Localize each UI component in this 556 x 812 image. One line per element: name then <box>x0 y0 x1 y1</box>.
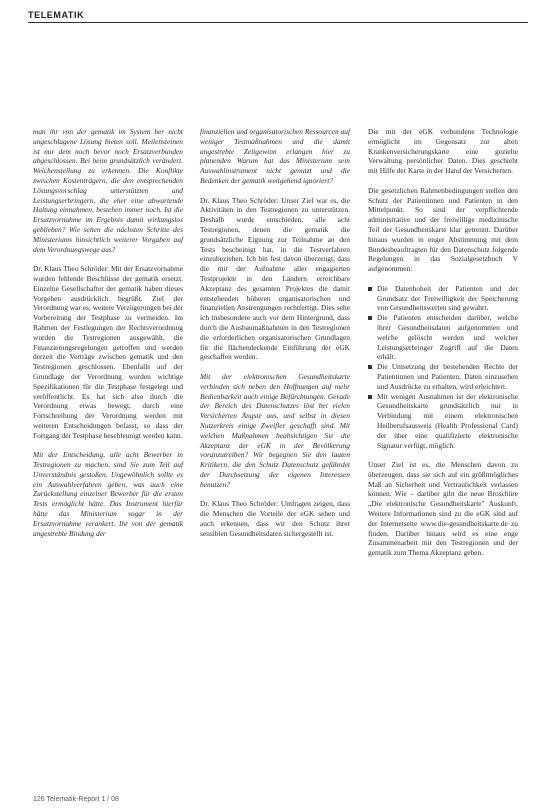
section-label: TELEMATIK <box>28 10 85 20</box>
interview-question: finanziellen und organisatorischen Ressourcen auf weniger Testmaßnahmen und die damit angestrebte Zeitgewinn erlangen hier zu planenden Warum hat das Ministerium sein Auswahlinstrument nicht genutzt und die Bedenken der gematik weitgehend ignoriert? <box>200 127 350 185</box>
text-column-1 <box>33 127 183 548</box>
interview-answer: Die gesetzlichen Rahmenbedingungen stellen den Schutz der Patientinnen und Patienten in den Mittelpunkt. So sind der verpflichtende administrative und der freiwillige medizinische Teil der Gesundheitskarte klar getrennt. Darüber hinaus wurden in enger Abstimmung mit dem Bundesbeauftragten für den Datenschutz folgende Regelungen in das Sozialgesetzbuch V aufgenommen: <box>368 185 518 274</box>
interview-question: Mit der elektronischen Gesundheitskarte verbinden sich neben den Hoffnungen auf mehr Bedienbarkeit auch einige Befürchtungen. Gerade der Bereich des Datenschutzes löst bei vielen Versicherten Ängste aus, und selbst in diesen Nutzerkreis einige Zweifler geschafft sind. Mit welchen Maßnahmen beabsichtigen Sie die Akzeptanz der eGK in der Bevölkerung voranzutreiben? Wir begegnen Sie den lauten Kritikern, die den Schutz Datenschutz gefährdet der Durchsetzung der eigenen Interessen benutzen? <box>200 371 350 489</box>
section-header <box>28 7 528 23</box>
interview-answer: Dr. Klaus Theo Schröder: Mit der Ersatzvornahme wurden fehlende Beschlüsse der gematik ersetzt. Einzelne Gesellschafter der gematik haben dieses Vorgehen ausdrücklich begrüßt. Ziel der Verordnung war es, weitere Verzögerungen bei der Vorbereitung der Testphase zu vermeiden. Im Rahmen der Festlegungen der Rechtsverordnung wurden die Testregionen ausgewählt, die Finanzierungsregelungen getroffen und werden derzeit die Verträge zwischen gematik und den Testregionen geschlossen. Ebenfalls auf der Grundlage der Verordnung wurden wichtige Spezifikationen für die Testphase festgelegt und veröffentlicht. Es hat sich also durch die Verordnung etwas bewegt, durch eine Fortschreibung der Verordnung werden mit weiteren Entscheidungen befasst, so dass der Fortgang der Testphase beschleunigt werden kann. <box>33 264 183 440</box>
bullet-item: Die Datenhoheit der Patienten und der Grundsatz der Freiwilligkeit der Speicherung von Gesundheitswerten sind gewahrt. <box>368 284 518 313</box>
text-column-3 <box>368 127 518 568</box>
interview-question: Mit der Entscheidung, alle acht Bewerber in Testregionen zu machen, sind Sie zum Teil auf Unverständnis gestoßen. Ungewöhnlich sollte es ein Auswahlverfahren geben, was auch eine Zurückstellung einzelner Bewerber für die ersten Tests ermöglicht hätte. Das Instrument hierfür hätte das Ministerium sogar in der Ersatzvornahme verankert. Ihr von der gematik angestrebte Bindung der <box>33 450 183 538</box>
text-column-2 <box>200 127 350 548</box>
bullet-item: Die Patienten entscheiden darüber, welche ihrer Gesundheitsdaten aufgenommen und welche gelöscht werden und welcher Leistungserbringer Zugriff auf die Daten erhält. <box>368 313 518 362</box>
interview-answer: Die mit der eGK verbundene Technologie ermöglicht im Gegensatz zur alten Krankenversicherungskarte eine gezielte Verwaltung persönlicher Daten. Dies geschieht mit Hilfe der Karte in der Hand der Versicherten. <box>368 127 518 176</box>
page-footer: 126 Telematik-Report 1 / 08 <box>33 796 119 803</box>
bullet-item: Die Umsetzung der bestehenden Rechte der Patientinnen und Patienten, Daten einzusehen und Ausdrücke zu erhalten, wird erleichtert. <box>368 362 518 391</box>
interview-answer: Unser Ziel ist es, die Menschen davon zu überzeugen, dass sie sich auf ein größtmögliches Maß an Sicherheit und Vertraulichkeit verlassen können. Wie – darüber gibt die neue Broschüre „Die elektronische Gesundheitskarte" Auskunft. Weitere Informationen sind zu die eGK sind auf der Internetseite www.die-gesundheitskarte.de zu finden. Darüber hinaus wird es eine enge Zusammenarbeit mit den Testregionen und der gematik zum Thema Akzeptanz geben. <box>368 460 518 558</box>
bullet-item: Mit wenigen Ausnahmen ist der elektronische Gesundheitskarte grundsätzlich nur in Verbindung mit einem elektronischen Heilberufsausweis (Health Professional Card) der über eine qualifizierte elektronische Signatur verfügt, möglich. <box>368 392 518 451</box>
bullet-list <box>368 284 518 451</box>
interview-answer: Dr. Klaus Theo Schröder: Unser Ziel war es, die Aktivitäten in den Testregionen zu unterstützen. Deshalb wurde entschieden, alle acht Testregionen, denen die gematik die grundsätzliche Eignung zur Teilnahme an den Tests bescheinigt hat, in die Testverfahren einzubeziehen. Ich bin fest davon überzeugt, dass die mit der Aufnahme aller engagierten Testprojekte in den Ländern erreichbare Akzeptanz des gesamten Projektes die damit entstehenden höheren organisatorischen und finanziellen Anstrengungen rechtfertigt. Dies sehe ich insbesondere auch vor dem Hintergrund, dass durch die Ausbaumaßnahmen in den Testregionen die erforderlichen organisatorischen Grundlagen für die flächendeckende Einführung der eGK geschaffen werden. <box>200 195 350 362</box>
header-divider <box>28 22 528 23</box>
interview-question: man ihr von der gematik im System her nicht ungeschlagene Lösung bieten soll. Meilensteinen ist nur dem noch bevor noch Ersatzverbunden abgeschlossen. Bei beim grundsätzlich verändert. Weichenstellung zu erkennen. Die Konflikte zwischen Kostenträgern, die den entsprechenden Lösungsvorschlag unterstützten und Leistungserbringern, die eher eine abwartende Haltung einnahmen, bestehen immer noch. Ist die Ersatzvornahme im Ergebnis damit wirkungslos geblieben? Wie sehen die nächsten Schritte des Ministeriums hinsichtlich weiterer Vorgaben auf dem Verordnungswege aus? <box>33 127 183 254</box>
interview-answer: Dr. Klaus Theo Schröder: Umfragen zeigen, dass die Menschen die Vorteile der eGK sehen und auch erkennen, dass wir den Schutz ihrer sensiblen Gesundheitsdaten sichergestellt ist. <box>200 499 350 538</box>
